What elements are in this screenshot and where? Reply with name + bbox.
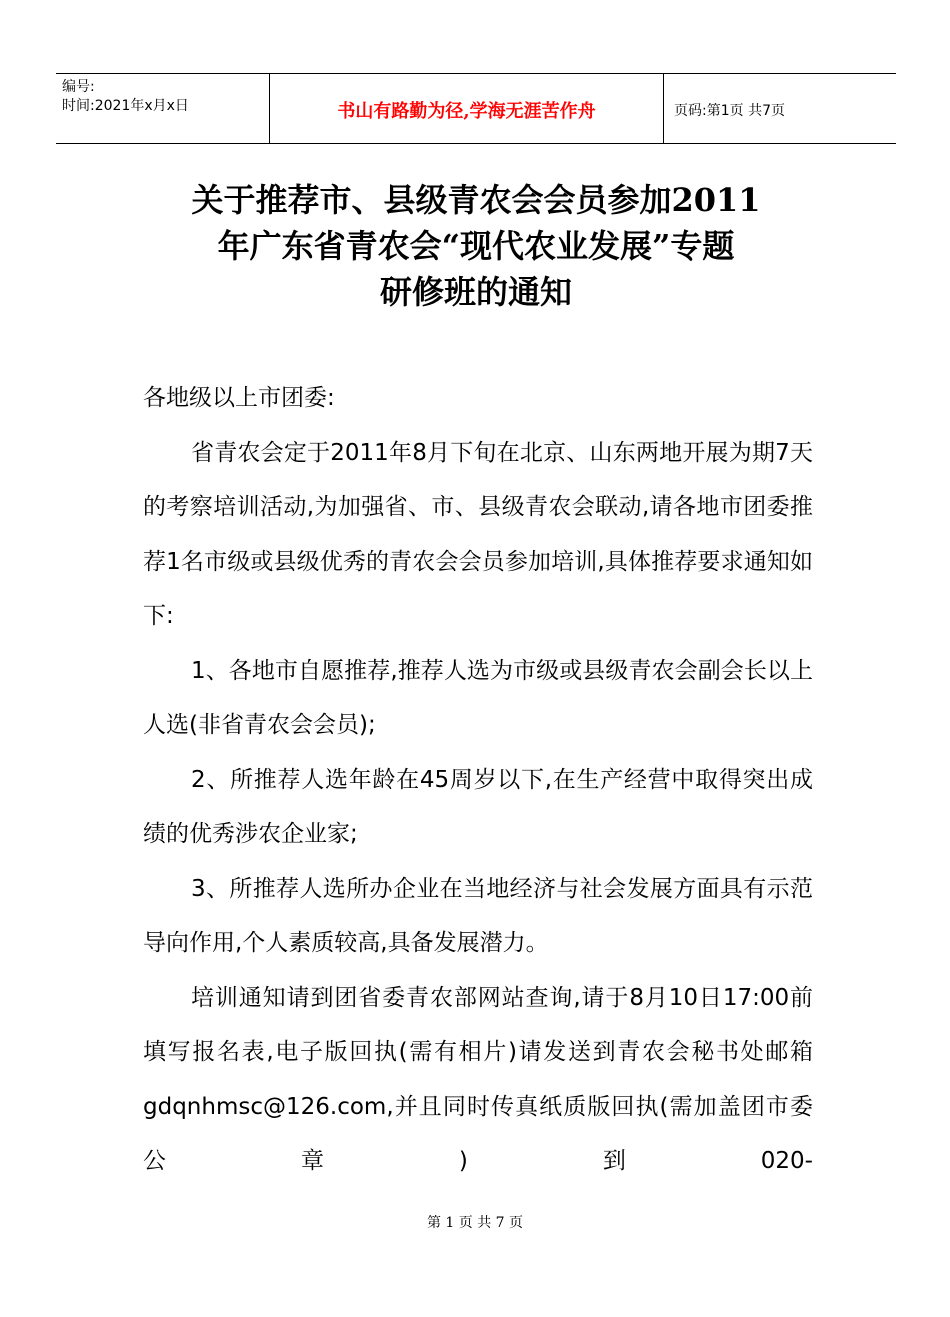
header-meta — [56, 74, 270, 143]
document-title — [96, 177, 856, 315]
paragraph-requirement-2: 2、所推荐人选年龄在45周岁以下,在生产经营中取得突出成绩的优秀涉农企业家; — [143, 766, 813, 847]
document-body — [143, 371, 813, 1189]
paragraph-requirement-1: 1、各地市自愿推荐,推荐人选为市级或县级青农会副会长以上人选(非省青农会会员); — [143, 657, 813, 738]
title-line-2: 年广东省青农会“现代农业发展”专题 — [217, 227, 735, 265]
paragraph-requirement-3: 3、所推荐人选所办企业在当地经济与社会发展方面具有示范导向作用,个人素质较高,具备发展潜力。 — [143, 875, 813, 956]
title-line-1: 关于推荐市、县级青农会会员参加2011 — [191, 181, 761, 219]
page-footer: 第 1 页 共 7 页 — [426, 1215, 524, 1231]
number-label: 编号: — [62, 79, 95, 95]
paragraph-submission: 培训通知请到团省委青农部网站查询,请于8月10日17:00前填写报名表,电子版回执(需有相片)请发送到青农会秘书处邮箱gdqnhmsc@126.com,并且同时传真纸质版回执(需加盖团市委公章)到020- — [143, 984, 813, 1174]
title-line-3: 研修班的通知 — [379, 273, 572, 311]
salutation: 各地级以上市团委: — [143, 385, 335, 411]
document-header — [56, 73, 896, 144]
time-label: 时间:2021年x月x日 — [62, 98, 189, 114]
header-page-info: 页码:第1页 共7页 — [674, 102, 785, 119]
paragraph-intro: 省青农会定于2011年8月下旬在北京、山东两地开展为期7天的考察培训活动,为加强省、市、县级青农会联动,请各地市团委推荐1名市级或县级优秀的青农会会员参加培训,具体推荐要求通知如下: — [143, 439, 813, 629]
header-motto: 书山有路勤为径,学海无涯苦作舟 — [270, 74, 664, 143]
